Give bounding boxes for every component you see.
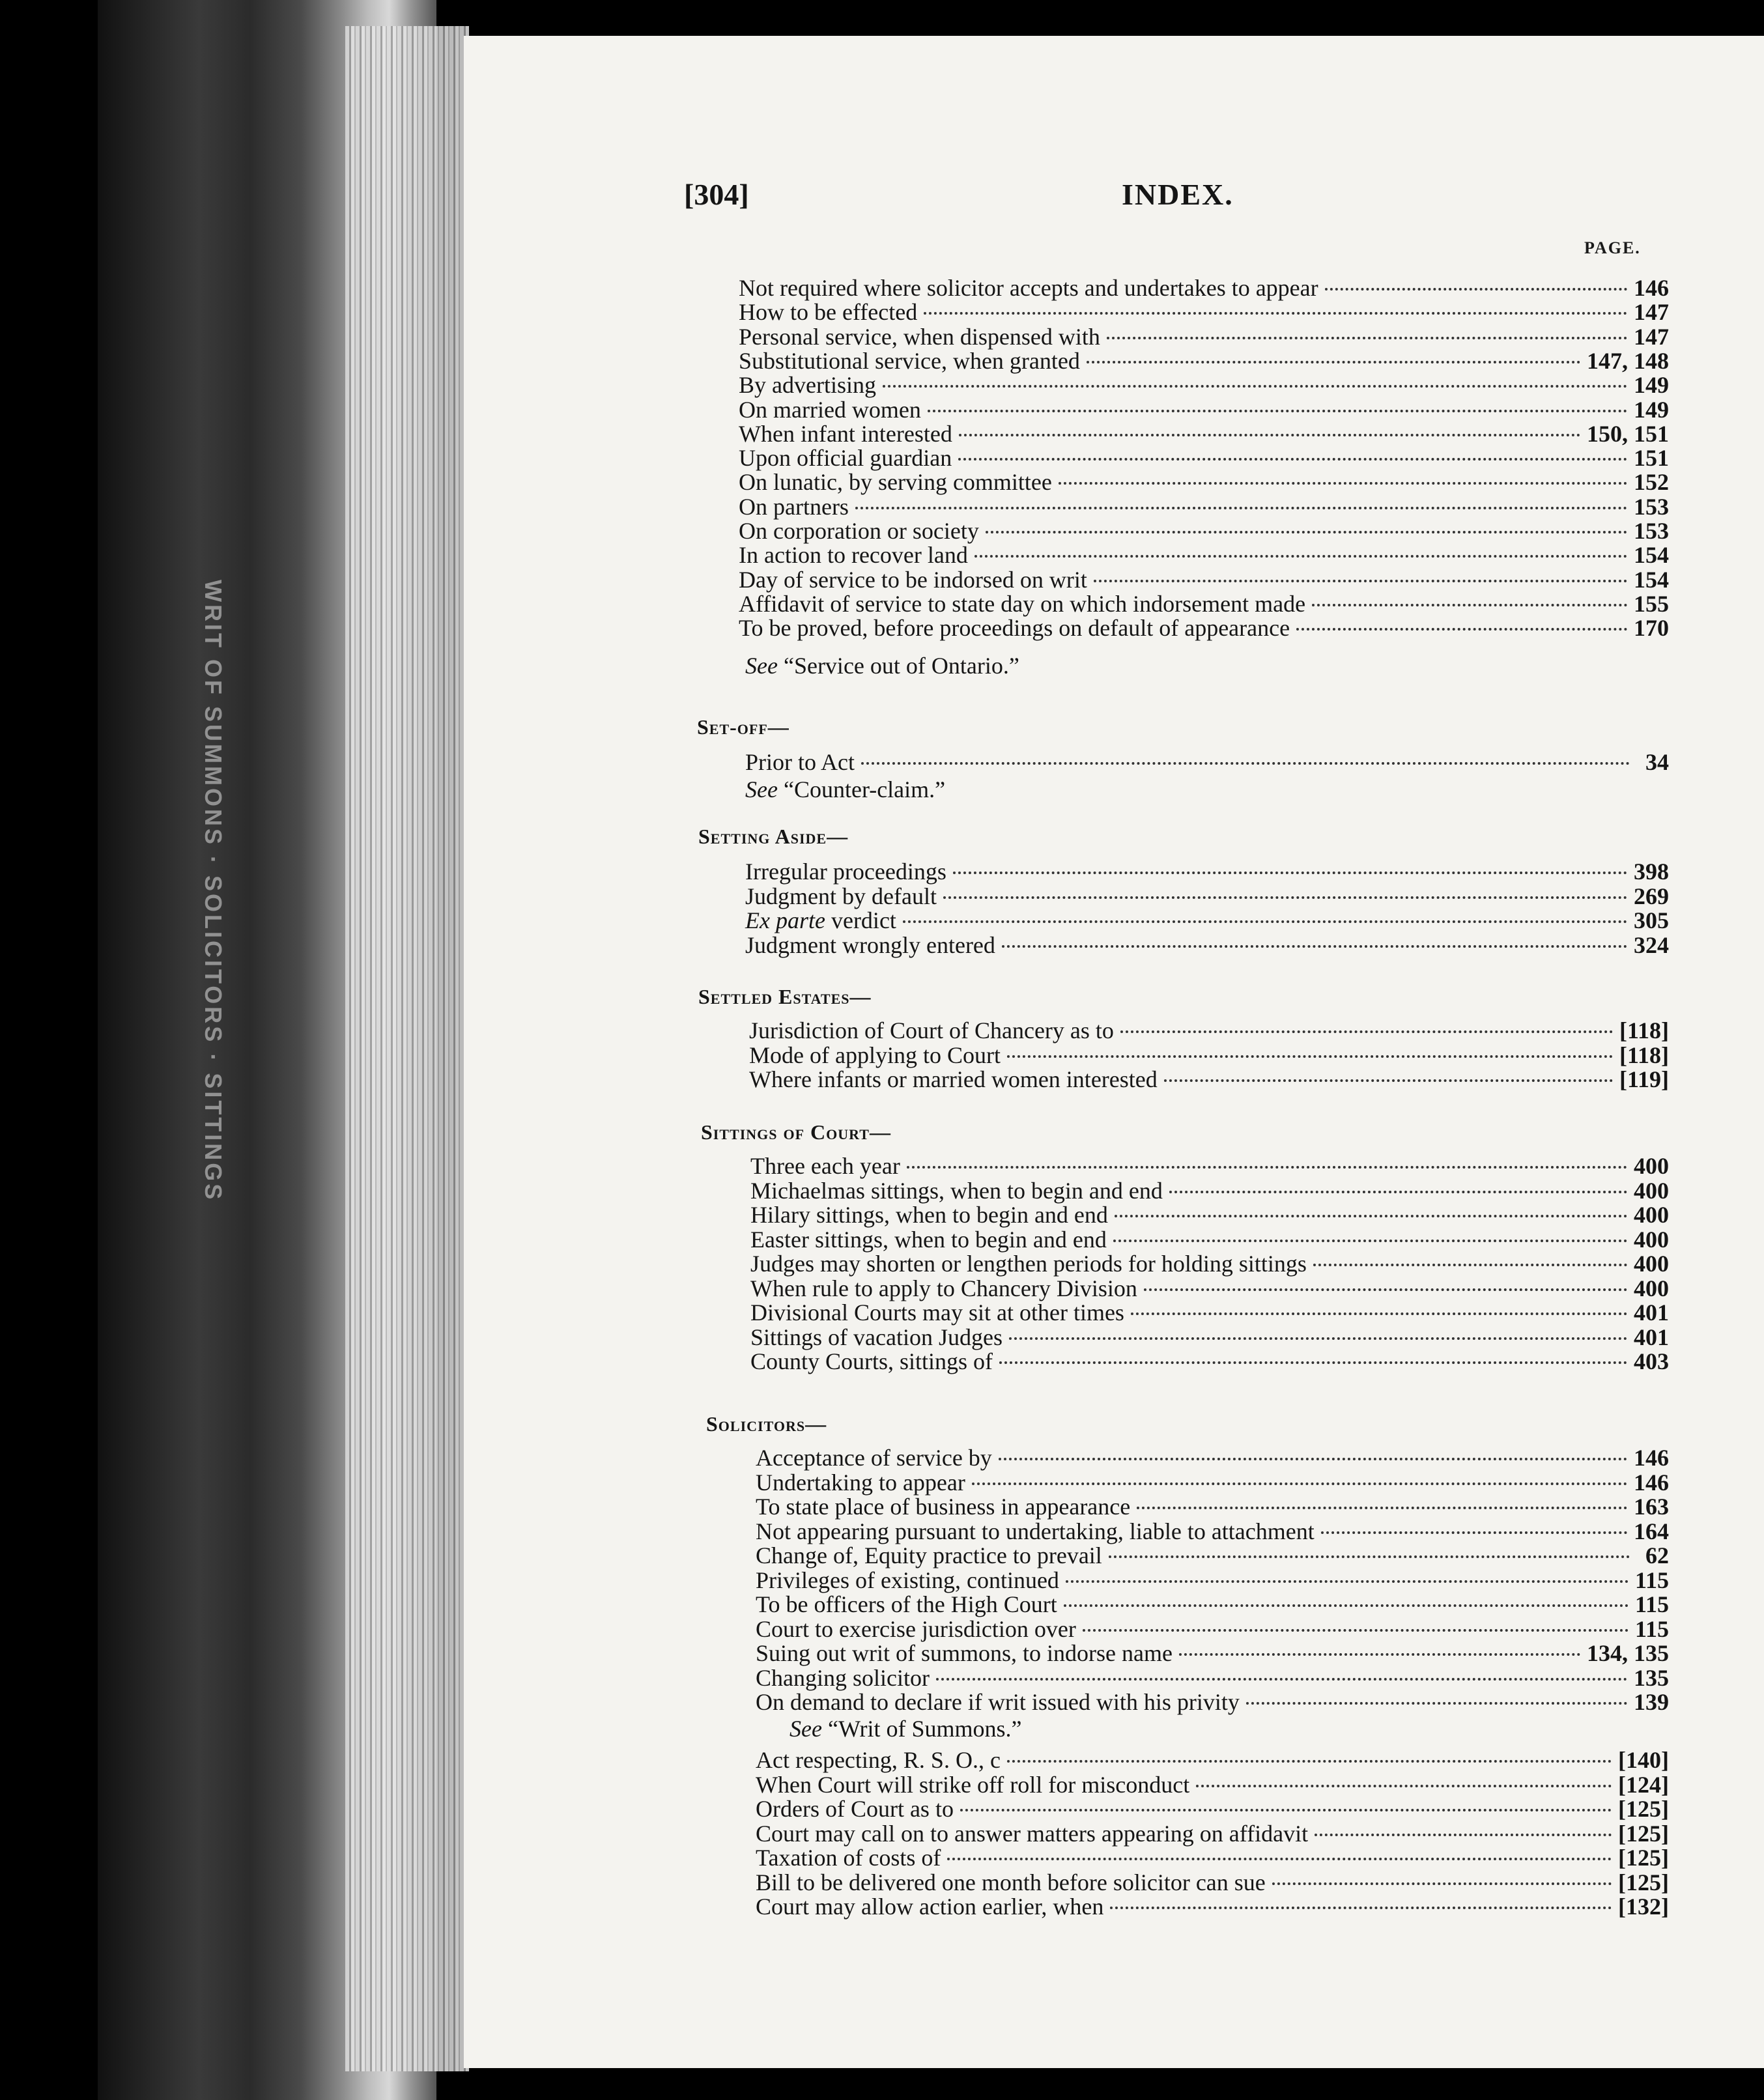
entry-page-ref: 154 — [1634, 542, 1669, 568]
index-entry — [750, 1275, 1669, 1303]
see-also-reference — [745, 776, 945, 802]
entry-page-ref: 147 — [1634, 299, 1669, 325]
spine-label: WRIT OF SUMMONS · SOLICITORS · SITTINGS — [200, 580, 227, 1202]
index-entry — [739, 348, 1669, 375]
index-entry — [756, 1747, 1669, 1774]
entry-page-ref: 149 — [1634, 372, 1669, 398]
index-entry — [739, 469, 1669, 496]
index-entry — [750, 1227, 1669, 1254]
entry-text: Mode of applying to Court — [749, 1042, 1001, 1068]
section-heading: Solicitors— — [706, 1412, 827, 1436]
entry-text: Judges may shorten or lengthen periods for holding sittings — [750, 1251, 1307, 1277]
entry-page-ref: 163 — [1634, 1494, 1669, 1520]
index-entry — [756, 1591, 1669, 1619]
entry-page-ref: 401 — [1634, 1299, 1669, 1326]
entry-text: To state place of business in appearance — [756, 1494, 1131, 1520]
dot-leader — [1059, 482, 1627, 485]
entry-text — [745, 907, 896, 933]
index-entry — [745, 858, 1669, 886]
entry-page-ref: 400 — [1634, 1202, 1669, 1228]
dot-leader — [1066, 1580, 1629, 1583]
dot-leader — [928, 410, 1627, 412]
index-entry — [756, 1796, 1669, 1823]
dot-leader — [1113, 1240, 1627, 1242]
dot-leader — [907, 1166, 1627, 1169]
index-entry — [745, 932, 1669, 959]
index-entry — [739, 324, 1669, 351]
dot-leader — [903, 920, 1627, 923]
entry-text: When rule to apply to Chancery Division — [750, 1275, 1137, 1301]
index-entry — [739, 591, 1669, 618]
dot-leader — [1321, 1531, 1627, 1534]
dot-leader — [999, 1361, 1627, 1364]
entry-page-ref: 305 — [1634, 907, 1669, 933]
entry-page-ref: 153 — [1634, 494, 1669, 520]
index-entry — [739, 615, 1669, 642]
entry-page-ref: 147 — [1634, 324, 1669, 350]
page-column-label: PAGE. — [1584, 238, 1641, 257]
entry-text: Judgment wrongly entered — [745, 932, 995, 958]
index-entry — [739, 421, 1669, 448]
see-target: “Counter-claim.” — [783, 776, 946, 802]
dot-leader — [1064, 1604, 1629, 1607]
entry-page-ref: 401 — [1634, 1324, 1669, 1350]
entry-text: On corporation or society — [739, 518, 979, 544]
dot-leader — [1272, 1882, 1612, 1885]
dot-leader — [1196, 1785, 1612, 1787]
entry-page-ref: 115 — [1634, 1616, 1669, 1642]
index-entry — [745, 883, 1669, 911]
entry-page-ref: 147, 148 — [1587, 348, 1669, 374]
index-entry — [745, 907, 1669, 935]
entry-text: Substitutional service, when granted — [739, 348, 1080, 374]
dot-leader — [1009, 1337, 1627, 1340]
entry-text: Bill to be delivered one month before solicitor can sue — [756, 1869, 1266, 1895]
dot-leader — [1179, 1653, 1580, 1656]
dot-leader — [1296, 628, 1627, 631]
index-entry — [749, 1066, 1669, 1094]
entry-page-ref: [118] — [1619, 1042, 1669, 1068]
dot-leader — [1115, 1215, 1627, 1217]
dot-leader — [986, 531, 1627, 533]
entry-page-ref: [119] — [1619, 1066, 1669, 1092]
entry-text: On partners — [739, 494, 849, 520]
index-entry — [739, 518, 1669, 545]
entry-text: County Courts, sittings of — [750, 1348, 993, 1374]
entry-text: To be proved, before proceedings on default of appearance — [739, 615, 1290, 641]
dot-leader — [883, 385, 1627, 388]
index-entry — [750, 1178, 1669, 1205]
dot-leader — [960, 1809, 1612, 1811]
entry-page-ref: 146 — [1634, 1469, 1669, 1496]
entry-text: Hilary sittings, when to begin and end — [750, 1202, 1108, 1228]
dot-leader — [1007, 1055, 1613, 1058]
entry-text: By advertising — [739, 372, 876, 398]
index-entry — [739, 372, 1669, 399]
dot-leader — [953, 872, 1627, 874]
entry-page-ref: 135 — [1634, 1665, 1669, 1691]
entry-text: Michaelmas sittings, when to begin and end — [750, 1178, 1163, 1204]
entry-text: Court may allow action earlier, when — [756, 1894, 1104, 1920]
dot-leader — [943, 896, 1627, 899]
entry-text: Suing out writ of summons, to indorse name — [756, 1640, 1173, 1666]
entry-page-ref: [132] — [1618, 1894, 1669, 1920]
see-also-reference — [790, 1716, 1021, 1742]
dot-leader — [947, 1858, 1612, 1860]
dot-leader — [959, 434, 1580, 436]
entry-text: Not appearing pursuant to undertaking, liable to attachment — [756, 1518, 1315, 1544]
index-entry — [756, 1665, 1669, 1692]
entry-text: Orders of Court as to — [756, 1796, 954, 1822]
index-entry — [750, 1202, 1669, 1229]
index-entry — [745, 749, 1669, 776]
section-heading: Settled Estates— — [698, 985, 872, 1008]
index-entry — [756, 1869, 1669, 1897]
entry-text: When infant interested — [739, 421, 952, 447]
entry-text: Changing solicitor — [756, 1665, 930, 1691]
dot-leader — [1137, 1507, 1627, 1509]
entry-text: Change of, Equity practice to prevail — [756, 1542, 1102, 1568]
entry-text: Act respecting, R. S. O., c — [756, 1747, 1001, 1773]
dot-leader — [1094, 580, 1627, 582]
section-heading: Setting Aside— — [698, 825, 849, 848]
page-header — [684, 177, 1609, 229]
entry-text: Taxation of costs of — [756, 1845, 941, 1871]
dot-leader — [1002, 945, 1627, 948]
entry-page-ref: 150, 151 — [1587, 421, 1669, 447]
index-entry — [739, 397, 1669, 424]
dot-leader — [1087, 361, 1580, 363]
entry-text: To be officers of the High Court — [756, 1591, 1057, 1617]
index-entry — [756, 1542, 1669, 1570]
dot-leader — [974, 555, 1627, 558]
index-entry — [739, 275, 1669, 302]
dot-leader — [1315, 1834, 1612, 1836]
dot-leader — [1246, 1702, 1627, 1705]
entry-text: Court may call on to answer matters appearing on affidavit — [756, 1821, 1309, 1847]
entry-text: Sittings of vacation Judges — [750, 1324, 1003, 1350]
entry-text: Privileges of existing, continued — [756, 1567, 1059, 1593]
entry-page-ref: [125] — [1618, 1821, 1669, 1847]
entry-page-ref: 115 — [1634, 1567, 1669, 1593]
index-entry — [750, 1348, 1669, 1376]
see-word: See — [745, 776, 778, 802]
dot-leader — [1120, 1030, 1613, 1033]
entry-text: When Court will strike off roll for misconduct — [756, 1772, 1190, 1798]
entry-page-ref: 403 — [1634, 1348, 1669, 1374]
entry-page-ref: [140] — [1618, 1747, 1669, 1773]
see-word: See — [745, 653, 778, 679]
entry-page-ref: [118] — [1619, 1017, 1669, 1043]
entry-text: Undertaking to appear — [756, 1469, 965, 1496]
entry-text: On married women — [739, 397, 921, 423]
dot-leader — [861, 762, 1630, 765]
entry-page-ref: [125] — [1618, 1796, 1669, 1822]
entry-page-ref: 154 — [1634, 567, 1669, 593]
entry-text: Acceptance of service by — [756, 1445, 992, 1471]
see-target: “Service out of Ontario.” — [783, 653, 1019, 679]
index-entry — [749, 1017, 1669, 1045]
index-entry — [756, 1640, 1669, 1667]
entry-text: Jurisdiction of Court of Chancery as to — [749, 1017, 1114, 1043]
entry-page-ref: 151 — [1634, 445, 1669, 471]
dot-leader — [1107, 337, 1627, 339]
entry-page-ref: 149 — [1634, 397, 1669, 423]
entry-page-ref: 400 — [1634, 1251, 1669, 1277]
section-heading: Sittings of Court— — [701, 1120, 891, 1144]
entry-text: Not required where solicitor accepts and undertakes to appear — [739, 275, 1318, 301]
running-head: INDEX. — [1122, 178, 1234, 211]
entry-italic-prefix: Ex parte — [745, 907, 825, 933]
index-entry — [756, 1567, 1669, 1595]
index-entry — [756, 1469, 1669, 1497]
entry-text: Judgment by default — [745, 883, 937, 909]
entry-page-ref: 152 — [1634, 469, 1669, 495]
entry-text: Upon official guardian — [739, 445, 952, 471]
dot-leader — [1169, 1191, 1627, 1193]
entry-page-ref: [124] — [1618, 1772, 1669, 1798]
dot-leader — [1325, 288, 1627, 291]
index-entry — [750, 1324, 1669, 1352]
index-entry — [756, 1518, 1669, 1546]
dot-leader — [1007, 1760, 1612, 1763]
dot-leader — [972, 1483, 1627, 1485]
entry-page-ref: 400 — [1634, 1275, 1669, 1301]
entry-page-ref: 400 — [1634, 1227, 1669, 1253]
index-entry — [756, 1772, 1669, 1799]
entry-page-ref: 34 — [1645, 749, 1669, 775]
index-entry — [756, 1845, 1669, 1872]
dot-leader — [999, 1458, 1627, 1460]
see-target: “Writ of Summons.” — [827, 1716, 1022, 1742]
entry-page-ref: [125] — [1618, 1845, 1669, 1871]
index-entry — [739, 494, 1669, 521]
index-entry — [739, 542, 1669, 569]
entry-text: Irregular proceedings — [745, 858, 946, 885]
entry-page-ref: 170 — [1634, 615, 1669, 641]
dot-leader — [958, 458, 1627, 461]
entry-page-ref: 269 — [1634, 883, 1669, 909]
entry-page-ref: 164 — [1634, 1518, 1669, 1544]
index-entry — [756, 1494, 1669, 1521]
dot-leader — [1083, 1629, 1629, 1632]
index-entry — [750, 1299, 1669, 1327]
entry-page-ref: 134, 135 — [1587, 1640, 1669, 1666]
entry-text: On lunatic, by serving committee — [739, 469, 1052, 495]
index-entry — [750, 1153, 1669, 1180]
entry-text: Three each year — [750, 1153, 900, 1179]
entry-text: In action to recover land — [739, 542, 968, 568]
index-entry — [750, 1251, 1669, 1278]
entry-text: On demand to declare if writ issued with his privity — [756, 1689, 1240, 1715]
entry-page-ref: 146 — [1634, 1445, 1669, 1471]
index-entry — [756, 1616, 1669, 1643]
entry-page-ref: 62 — [1645, 1542, 1669, 1568]
entry-text: Easter sittings, when to begin and end — [750, 1227, 1107, 1253]
entry-page-ref: 146 — [1634, 275, 1669, 301]
entry-page-ref: 153 — [1634, 518, 1669, 544]
dot-leader — [855, 507, 1627, 509]
page-number: [304] — [684, 178, 749, 211]
entry-text-rest: verdict — [831, 907, 896, 933]
entry-text: Court to exercise jurisdiction over — [756, 1616, 1076, 1642]
dot-leader — [1110, 1907, 1612, 1909]
entry-page-ref: [125] — [1618, 1869, 1669, 1895]
page-edges — [345, 26, 469, 2071]
dot-leader — [1131, 1312, 1627, 1315]
index-entry — [739, 299, 1669, 326]
entry-text: Day of service to be indorsed on writ — [739, 567, 1087, 593]
index-entry — [739, 567, 1669, 594]
index-entry — [756, 1894, 1669, 1921]
entry-text: Where infants or married women interested — [749, 1066, 1158, 1092]
dot-leader — [1312, 604, 1627, 606]
entry-text: Personal service, when dispensed with — [739, 324, 1100, 350]
dot-leader — [936, 1678, 1627, 1681]
index-entry — [756, 1445, 1669, 1472]
entry-text: Prior to Act — [745, 749, 855, 775]
entry-page-ref: 139 — [1634, 1689, 1669, 1715]
section-heading: Set-off— — [697, 715, 790, 739]
dot-leader — [1164, 1079, 1613, 1082]
entry-page-ref: 115 — [1634, 1591, 1669, 1617]
see-word: See — [790, 1716, 822, 1742]
dot-leader — [1313, 1264, 1627, 1266]
entry-page-ref: 155 — [1634, 591, 1669, 617]
entry-page-ref: 400 — [1634, 1178, 1669, 1204]
index-entry — [749, 1042, 1669, 1070]
entry-page-ref: 398 — [1634, 858, 1669, 885]
see-also-reference — [745, 653, 1019, 679]
dot-leader — [1144, 1288, 1627, 1291]
dot-leader — [1109, 1555, 1630, 1558]
entry-page-ref: 400 — [1634, 1153, 1669, 1179]
index-entry — [739, 445, 1669, 472]
dot-leader — [924, 312, 1627, 315]
entry-text: Divisional Courts may sit at other times — [750, 1299, 1124, 1326]
index-entry — [756, 1821, 1669, 1848]
entry-text: How to be effected — [739, 299, 918, 325]
entry-text: Affidavit of service to state day on which indorsement made — [739, 591, 1306, 617]
entry-page-ref: 324 — [1634, 932, 1669, 958]
index-entry — [756, 1689, 1669, 1716]
